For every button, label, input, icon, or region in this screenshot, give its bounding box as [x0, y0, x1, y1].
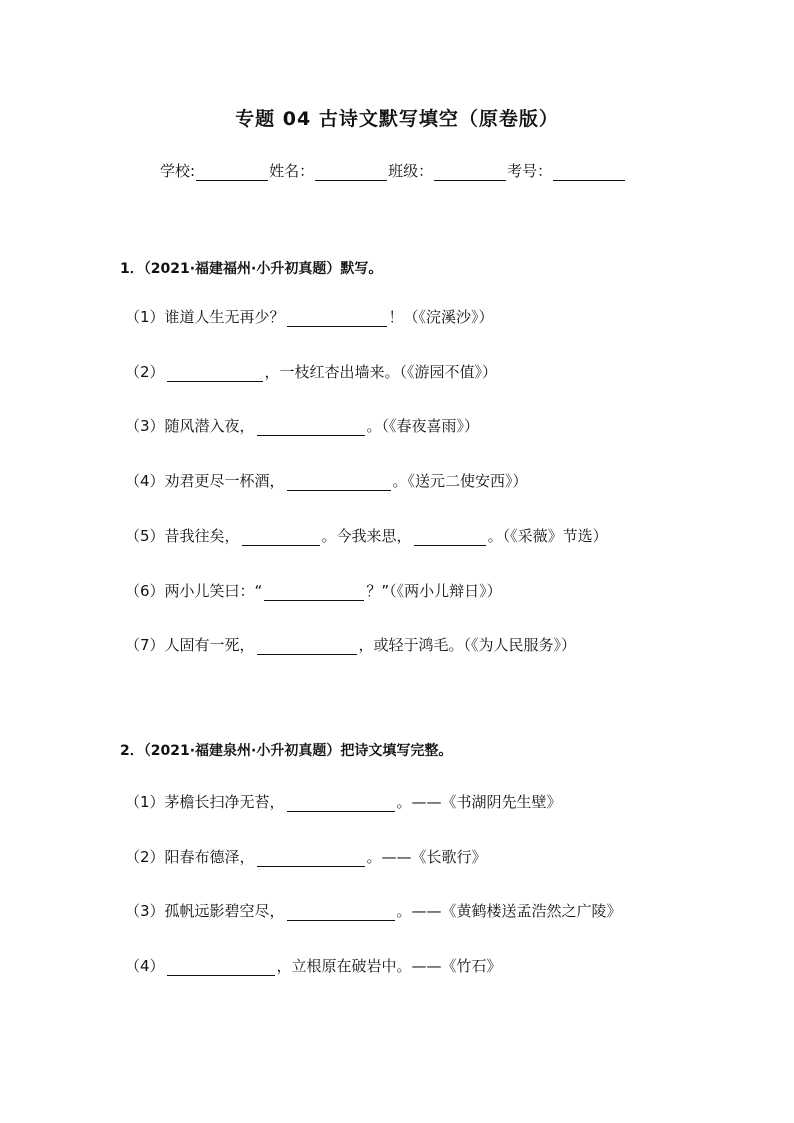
q1-item-2-post: ，一枝红杏出墙来。（《游园不值》） [264, 363, 498, 381]
q1-item-1-pre: （1）谁道人生无再少？ [125, 308, 285, 326]
q2-item-1-blank[interactable] [287, 793, 395, 812]
q1-item-3-post: 。（《春夜喜雨》） [366, 417, 480, 435]
q1-item-1-post: ！（《浣溪沙》） [388, 308, 494, 326]
number-blank[interactable] [553, 162, 625, 181]
q2-item-3 [125, 900, 622, 921]
q1-item-3-pre: （3）随风潜入夜， [125, 417, 255, 435]
name-label: 姓名： [269, 162, 315, 180]
class-blank[interactable] [434, 162, 506, 181]
q1-item-7 [125, 634, 576, 655]
q1-item-7-post: ，或轻于鸿毛。（《为人民服务》） [358, 636, 577, 654]
class-label: 班级： [388, 162, 434, 180]
page-title: 专题 04 古诗文默写填空（原卷版） [235, 108, 559, 130]
q1-item-2 [125, 361, 497, 382]
q1-item-3 [125, 415, 479, 436]
q1-item-5-blank-a[interactable] [242, 527, 320, 546]
q1-item-7-blank[interactable] [257, 636, 357, 655]
q2-item-2-pre: （2）阳春布德泽， [125, 848, 255, 866]
q1-item-4-pre: （4）劝君更尽一杯酒， [125, 472, 285, 490]
q1-item-2-pre: （2） [125, 363, 165, 381]
q2-item-4-post: ，立根原在破岩中。——《竹石》 [276, 957, 502, 975]
q2-item-3-blank[interactable] [287, 902, 395, 921]
school-blank[interactable] [196, 162, 268, 181]
number-label: 考号： [507, 162, 553, 180]
q1-item-3-blank[interactable] [257, 417, 365, 436]
q2-item-3-pre: （3）孤帆远影碧空尽， [125, 902, 285, 920]
q2-item-1 [125, 791, 562, 812]
q2-item-1-post: 。——《书湖阴先生壁》 [396, 793, 562, 811]
q1-item-5-mid: 。今我来思， [321, 527, 412, 545]
q2-item-3-post: 。——《黄鹤楼送孟浩然之广陵》 [396, 902, 622, 920]
q2-item-2 [125, 846, 487, 867]
q2-item-2-blank[interactable] [257, 848, 365, 867]
q1-item-5-blank-b[interactable] [414, 527, 486, 546]
school-label: 学校: [160, 162, 196, 180]
q2-item-2-post: 。——《长歌行》 [366, 848, 487, 866]
q1-item-5-pre: （5）昔我往矣， [125, 527, 240, 545]
q2-item-4 [125, 955, 502, 976]
q1-item-4-blank[interactable] [287, 472, 391, 491]
q1-item-1 [125, 306, 494, 327]
q2-item-4-blank[interactable] [167, 957, 275, 976]
q1-item-6-post: ？”（《两小儿辩日》） [366, 582, 502, 600]
q2-item-4-pre: （4） [125, 957, 165, 975]
q1-item-4 [125, 470, 528, 491]
question-1-heading: 1．（2021·福建福州·小升初真题）默写。 [120, 261, 383, 277]
q1-item-1-blank[interactable] [287, 308, 387, 327]
q1-item-6-pre: （6）两小儿笑曰：“ [125, 582, 263, 600]
q1-item-5 [125, 525, 608, 546]
student-info-row [160, 160, 626, 181]
q1-item-6 [125, 580, 502, 601]
q2-item-1-pre: （1）茅檐长扫净无苔， [125, 793, 285, 811]
q1-item-2-blank[interactable] [167, 363, 263, 382]
q1-item-6-blank[interactable] [264, 582, 364, 601]
name-blank[interactable] [315, 162, 387, 181]
question-2-heading: 2．（2021·福建泉州·小升初真题）把诗文填写完整。 [120, 743, 453, 759]
q1-item-5-post: 。（《采薇》节选） [487, 527, 608, 545]
q1-item-7-pre: （7）人固有一死， [125, 636, 255, 654]
q1-item-4-post: 。《送元二使安西》） [392, 472, 528, 490]
